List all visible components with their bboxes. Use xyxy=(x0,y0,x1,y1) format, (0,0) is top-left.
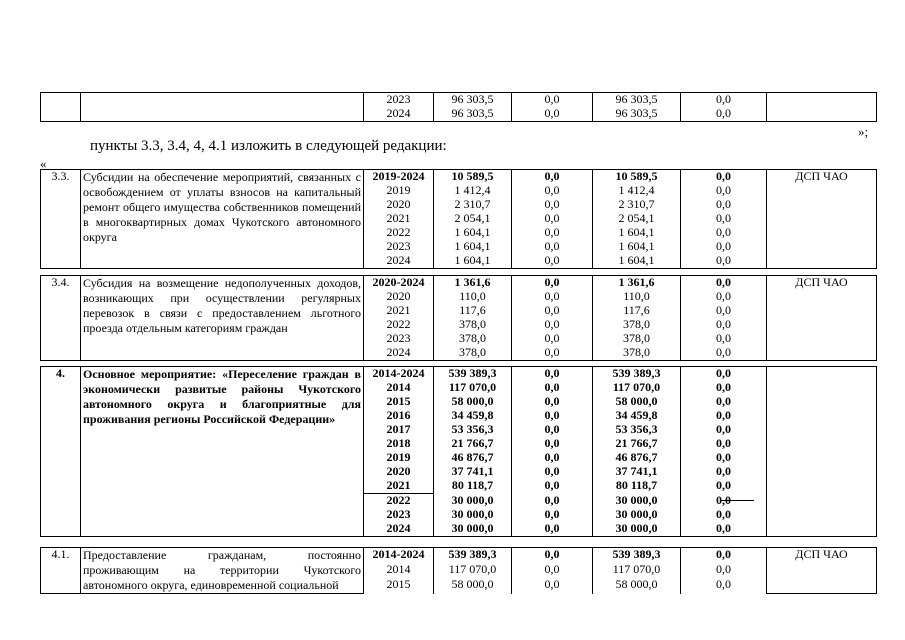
total-cell: 1 412,4 xyxy=(434,184,512,198)
year-cell: 2015 xyxy=(364,578,434,593)
col3-cell: 0,0 xyxy=(681,494,767,509)
col1-cell: 0,0 xyxy=(512,451,593,465)
col1-cell: 0,0 xyxy=(512,423,593,437)
total-cell: 53 356,3 xyxy=(434,423,512,437)
col2-cell: 96 303,5 xyxy=(593,93,681,108)
section-4-1-body xyxy=(41,548,877,594)
total-cell: 30 000,0 xyxy=(434,522,512,537)
col3-cell: 0,0 xyxy=(681,548,767,564)
col3-cell: 0,0 xyxy=(681,381,767,395)
section-4-1-table xyxy=(40,547,877,594)
description-cell xyxy=(81,93,364,122)
col1-cell: 0,0 xyxy=(512,304,593,318)
year-cell: 2021 xyxy=(364,479,434,494)
previous-table-fragment xyxy=(40,92,877,122)
col3-cell: 0,0 xyxy=(681,170,767,185)
col3-cell: 0,0 xyxy=(681,563,767,578)
col2-cell: 539 389,3 xyxy=(593,367,681,382)
item-index: 4.1. xyxy=(41,548,81,594)
col2-cell: 1 604,1 xyxy=(593,226,681,240)
year-cell: 2022 xyxy=(364,494,434,509)
col1-cell: 0,0 xyxy=(512,578,593,593)
opening-quote: « xyxy=(40,156,47,171)
col1-cell: 0,0 xyxy=(512,290,593,304)
year-cell: 2023 xyxy=(364,240,434,254)
col3-cell: 0,0 xyxy=(681,578,767,593)
total-cell: 1 604,1 xyxy=(434,240,512,254)
year-cell: 2014 xyxy=(364,381,434,395)
total-cell: 96 303,5 xyxy=(434,93,512,108)
item-description: Предоставление гражданам, постоянно проживающим на территории Чукотского автономного округа, единовременной социальной xyxy=(81,548,364,594)
item-index: 3.4. xyxy=(41,276,81,361)
year-cell: 2023 xyxy=(364,332,434,346)
year-cell: 2023 xyxy=(364,508,434,522)
total-cell: 58 000,0 xyxy=(434,395,512,409)
col3-cell: 0,0 xyxy=(681,437,767,451)
year-cell: 2014 xyxy=(364,563,434,578)
section-3-4-body xyxy=(41,276,877,361)
col3-cell: 0,0 xyxy=(681,198,767,212)
section-3-3-table xyxy=(40,169,877,269)
col2-cell: 10 589,5 xyxy=(593,170,681,185)
col1-cell: 0,0 xyxy=(512,254,593,269)
year-cell: 2021 xyxy=(364,212,434,226)
previous-table-body xyxy=(41,93,877,122)
col2-cell: 1 412,4 xyxy=(593,184,681,198)
year-cell: 2024 xyxy=(364,254,434,269)
col2-cell: 110,0 xyxy=(593,290,681,304)
col2-cell: 539 389,3 xyxy=(593,548,681,564)
total-cell: 117 070,0 xyxy=(434,381,512,395)
total-cell: 58 000,0 xyxy=(434,578,512,593)
year-cell: 2024 xyxy=(364,346,434,361)
total-cell: 117,6 xyxy=(434,304,512,318)
col3-cell: 0,0 xyxy=(681,240,767,254)
total-cell: 539 389,3 xyxy=(434,367,512,382)
col3-cell: 0,0 xyxy=(681,522,767,537)
year-cell: 2019-2024 xyxy=(364,170,434,185)
year-cell: 2021 xyxy=(364,304,434,318)
col2-cell: 2 054,1 xyxy=(593,212,681,226)
col3-cell: 0,0 xyxy=(681,465,767,479)
col1-cell: 0,0 xyxy=(512,381,593,395)
year-cell: 2020 xyxy=(364,465,434,479)
col2-cell: 1 361,6 xyxy=(593,276,681,291)
col1-cell: 0,0 xyxy=(512,465,593,479)
section-3-4-table xyxy=(40,275,877,361)
col1-cell: 0,0 xyxy=(512,226,593,240)
col2-cell: 53 356,3 xyxy=(593,423,681,437)
total-cell: 37 741,1 xyxy=(434,465,512,479)
year-cell: 2018 xyxy=(364,437,434,451)
item-responsible: ДСП ЧАО xyxy=(767,276,877,361)
col1-cell: 0,0 xyxy=(512,184,593,198)
total-cell: 30 000,0 xyxy=(434,494,512,509)
col1-cell: 0,0 xyxy=(512,367,593,382)
col3-cell: 0,0 xyxy=(681,290,767,304)
col1-cell: 0,0 xyxy=(512,332,593,346)
col3-cell: 0,0 xyxy=(681,212,767,226)
item-index: 3.3. xyxy=(41,170,81,269)
total-cell: 80 118,7 xyxy=(434,479,512,494)
col3-cell: 0,0 xyxy=(681,346,767,361)
col1-cell: 0,0 xyxy=(512,318,593,332)
total-cell: 46 876,7 xyxy=(434,451,512,465)
total-cell: 110,0 xyxy=(434,290,512,304)
item-index: 4. xyxy=(41,367,81,537)
col2-cell: 58 000,0 xyxy=(593,395,681,409)
col1-cell: 0,0 xyxy=(512,346,593,361)
total-cell: 10 589,5 xyxy=(434,170,512,185)
index-cell xyxy=(41,93,81,122)
total-cell: 539 389,3 xyxy=(434,548,512,564)
col3-cell: 0,0 xyxy=(681,395,767,409)
year-cell: 2017 xyxy=(364,423,434,437)
year-cell: 2015 xyxy=(364,395,434,409)
col1-cell: 0,0 xyxy=(512,212,593,226)
col2-cell: 378,0 xyxy=(593,318,681,332)
col1-cell: 0,0 xyxy=(512,548,593,564)
item-description: Субсидии на обеспечение мероприятий, связанных с освобождением от уплаты взносов на капитальный ремонт общего имущества собственников помещений в многоквартирных домах Чукотского автономного округа xyxy=(81,170,364,269)
col2-cell: 117 070,0 xyxy=(593,381,681,395)
col3-cell: 0,0 xyxy=(681,423,767,437)
responsible-cell xyxy=(767,93,877,122)
col2-cell: 37 741,1 xyxy=(593,465,681,479)
section-4-table xyxy=(40,366,877,537)
col1-cell: 0,0 xyxy=(512,240,593,254)
closing-quote: »; xyxy=(858,124,869,139)
total-cell: 1 604,1 xyxy=(434,254,512,269)
col3-cell: 0,0 xyxy=(681,107,767,122)
total-cell: 378,0 xyxy=(434,346,512,361)
item-description: Основное мероприятие: «Переселение граждан в экономически развитые районы Чукотского автономного округа и благоприятные для проживания регионы Российской Федерации» xyxy=(81,367,364,537)
col1-cell: 0,0 xyxy=(512,508,593,522)
col3-cell: 0,0 xyxy=(681,304,767,318)
col1-cell: 0,0 xyxy=(512,494,593,509)
section-4-body xyxy=(41,367,877,537)
year-cell: 2016 xyxy=(364,409,434,423)
col1-cell: 0,0 xyxy=(512,437,593,451)
section-3-3-body xyxy=(41,170,877,269)
total-cell: 30 000,0 xyxy=(434,508,512,522)
col2-cell: 378,0 xyxy=(593,346,681,361)
year-cell: 2022 xyxy=(364,318,434,332)
col1-cell: 0,0 xyxy=(512,276,593,291)
item-responsible xyxy=(767,367,877,537)
col3-cell: 0,0 xyxy=(681,254,767,269)
year-cell: 2023 xyxy=(364,93,434,108)
year-cell: 2020-2024 xyxy=(364,276,434,291)
col2-cell: 117,6 xyxy=(593,304,681,318)
col1-cell: 0,0 xyxy=(512,479,593,494)
item-description: Субсидия на возмещение недополученных доходов, возникающих при осуществлении регулярных перевозок в связи с предоставлением льготного проезда отдельным категориям граждан xyxy=(81,276,364,361)
year-cell: 2022 xyxy=(364,226,434,240)
item-responsible: ДСП ЧАО xyxy=(767,170,877,269)
col1-cell: 0,0 xyxy=(512,93,593,108)
year-cell: 2020 xyxy=(364,198,434,212)
col1-cell: 0,0 xyxy=(512,107,593,122)
col2-cell: 30 000,0 xyxy=(593,508,681,522)
col2-cell: 30 000,0 xyxy=(593,494,681,509)
year-cell: 2024 xyxy=(364,107,434,122)
col3-cell: 0,0 xyxy=(681,479,767,494)
amendment-intro: пункты 3.3, 3.4, 4, 4.1 изложить в следующей редакции: xyxy=(90,138,447,154)
col2-cell: 1 604,1 xyxy=(593,254,681,269)
col2-cell: 117 070,0 xyxy=(593,563,681,578)
col2-cell: 30 000,0 xyxy=(593,522,681,537)
col2-cell: 2 310,7 xyxy=(593,198,681,212)
col3-cell: 0,0 xyxy=(681,318,767,332)
row-separator-line xyxy=(720,500,754,501)
col3-cell: 0,0 xyxy=(681,93,767,108)
year-cell: 2014-2024 xyxy=(364,548,434,564)
col3-cell: 0,0 xyxy=(681,332,767,346)
total-cell: 2 054,1 xyxy=(434,212,512,226)
total-cell: 96 303,5 xyxy=(434,107,512,122)
total-cell: 2 310,7 xyxy=(434,198,512,212)
col2-cell: 58 000,0 xyxy=(593,578,681,593)
year-cell: 2024 xyxy=(364,522,434,537)
year-cell: 2019 xyxy=(364,451,434,465)
total-cell: 378,0 xyxy=(434,318,512,332)
total-cell: 34 459,8 xyxy=(434,409,512,423)
year-cell: 2014-2024 xyxy=(364,367,434,382)
col2-cell: 80 118,7 xyxy=(593,479,681,494)
col3-cell: 0,0 xyxy=(681,226,767,240)
col3-cell: 0,0 xyxy=(681,451,767,465)
col3-cell: 0,0 xyxy=(681,409,767,423)
total-cell: 1 604,1 xyxy=(434,226,512,240)
col1-cell: 0,0 xyxy=(512,198,593,212)
col2-cell: 1 604,1 xyxy=(593,240,681,254)
col1-cell: 0,0 xyxy=(512,409,593,423)
col1-cell: 0,0 xyxy=(512,563,593,578)
year-cell: 2020 xyxy=(364,290,434,304)
col2-cell: 21 766,7 xyxy=(593,437,681,451)
col1-cell: 0,0 xyxy=(512,395,593,409)
col1-cell: 0,0 xyxy=(512,522,593,537)
col1-cell: 0,0 xyxy=(512,170,593,185)
year-cell: 2019 xyxy=(364,184,434,198)
total-cell: 1 361,6 xyxy=(434,276,512,291)
col2-cell: 46 876,7 xyxy=(593,451,681,465)
col2-cell: 96 303,5 xyxy=(593,107,681,122)
item-responsible: ДСП ЧАО xyxy=(767,548,877,594)
col2-cell: 34 459,8 xyxy=(593,409,681,423)
col3-cell: 0,0 xyxy=(681,508,767,522)
col2-cell: 378,0 xyxy=(593,332,681,346)
total-cell: 21 766,7 xyxy=(434,437,512,451)
col3-cell: 0,0 xyxy=(681,367,767,382)
total-cell: 117 070,0 xyxy=(434,563,512,578)
total-cell: 378,0 xyxy=(434,332,512,346)
col3-cell: 0,0 xyxy=(681,184,767,198)
col3-cell: 0,0 xyxy=(681,276,767,291)
